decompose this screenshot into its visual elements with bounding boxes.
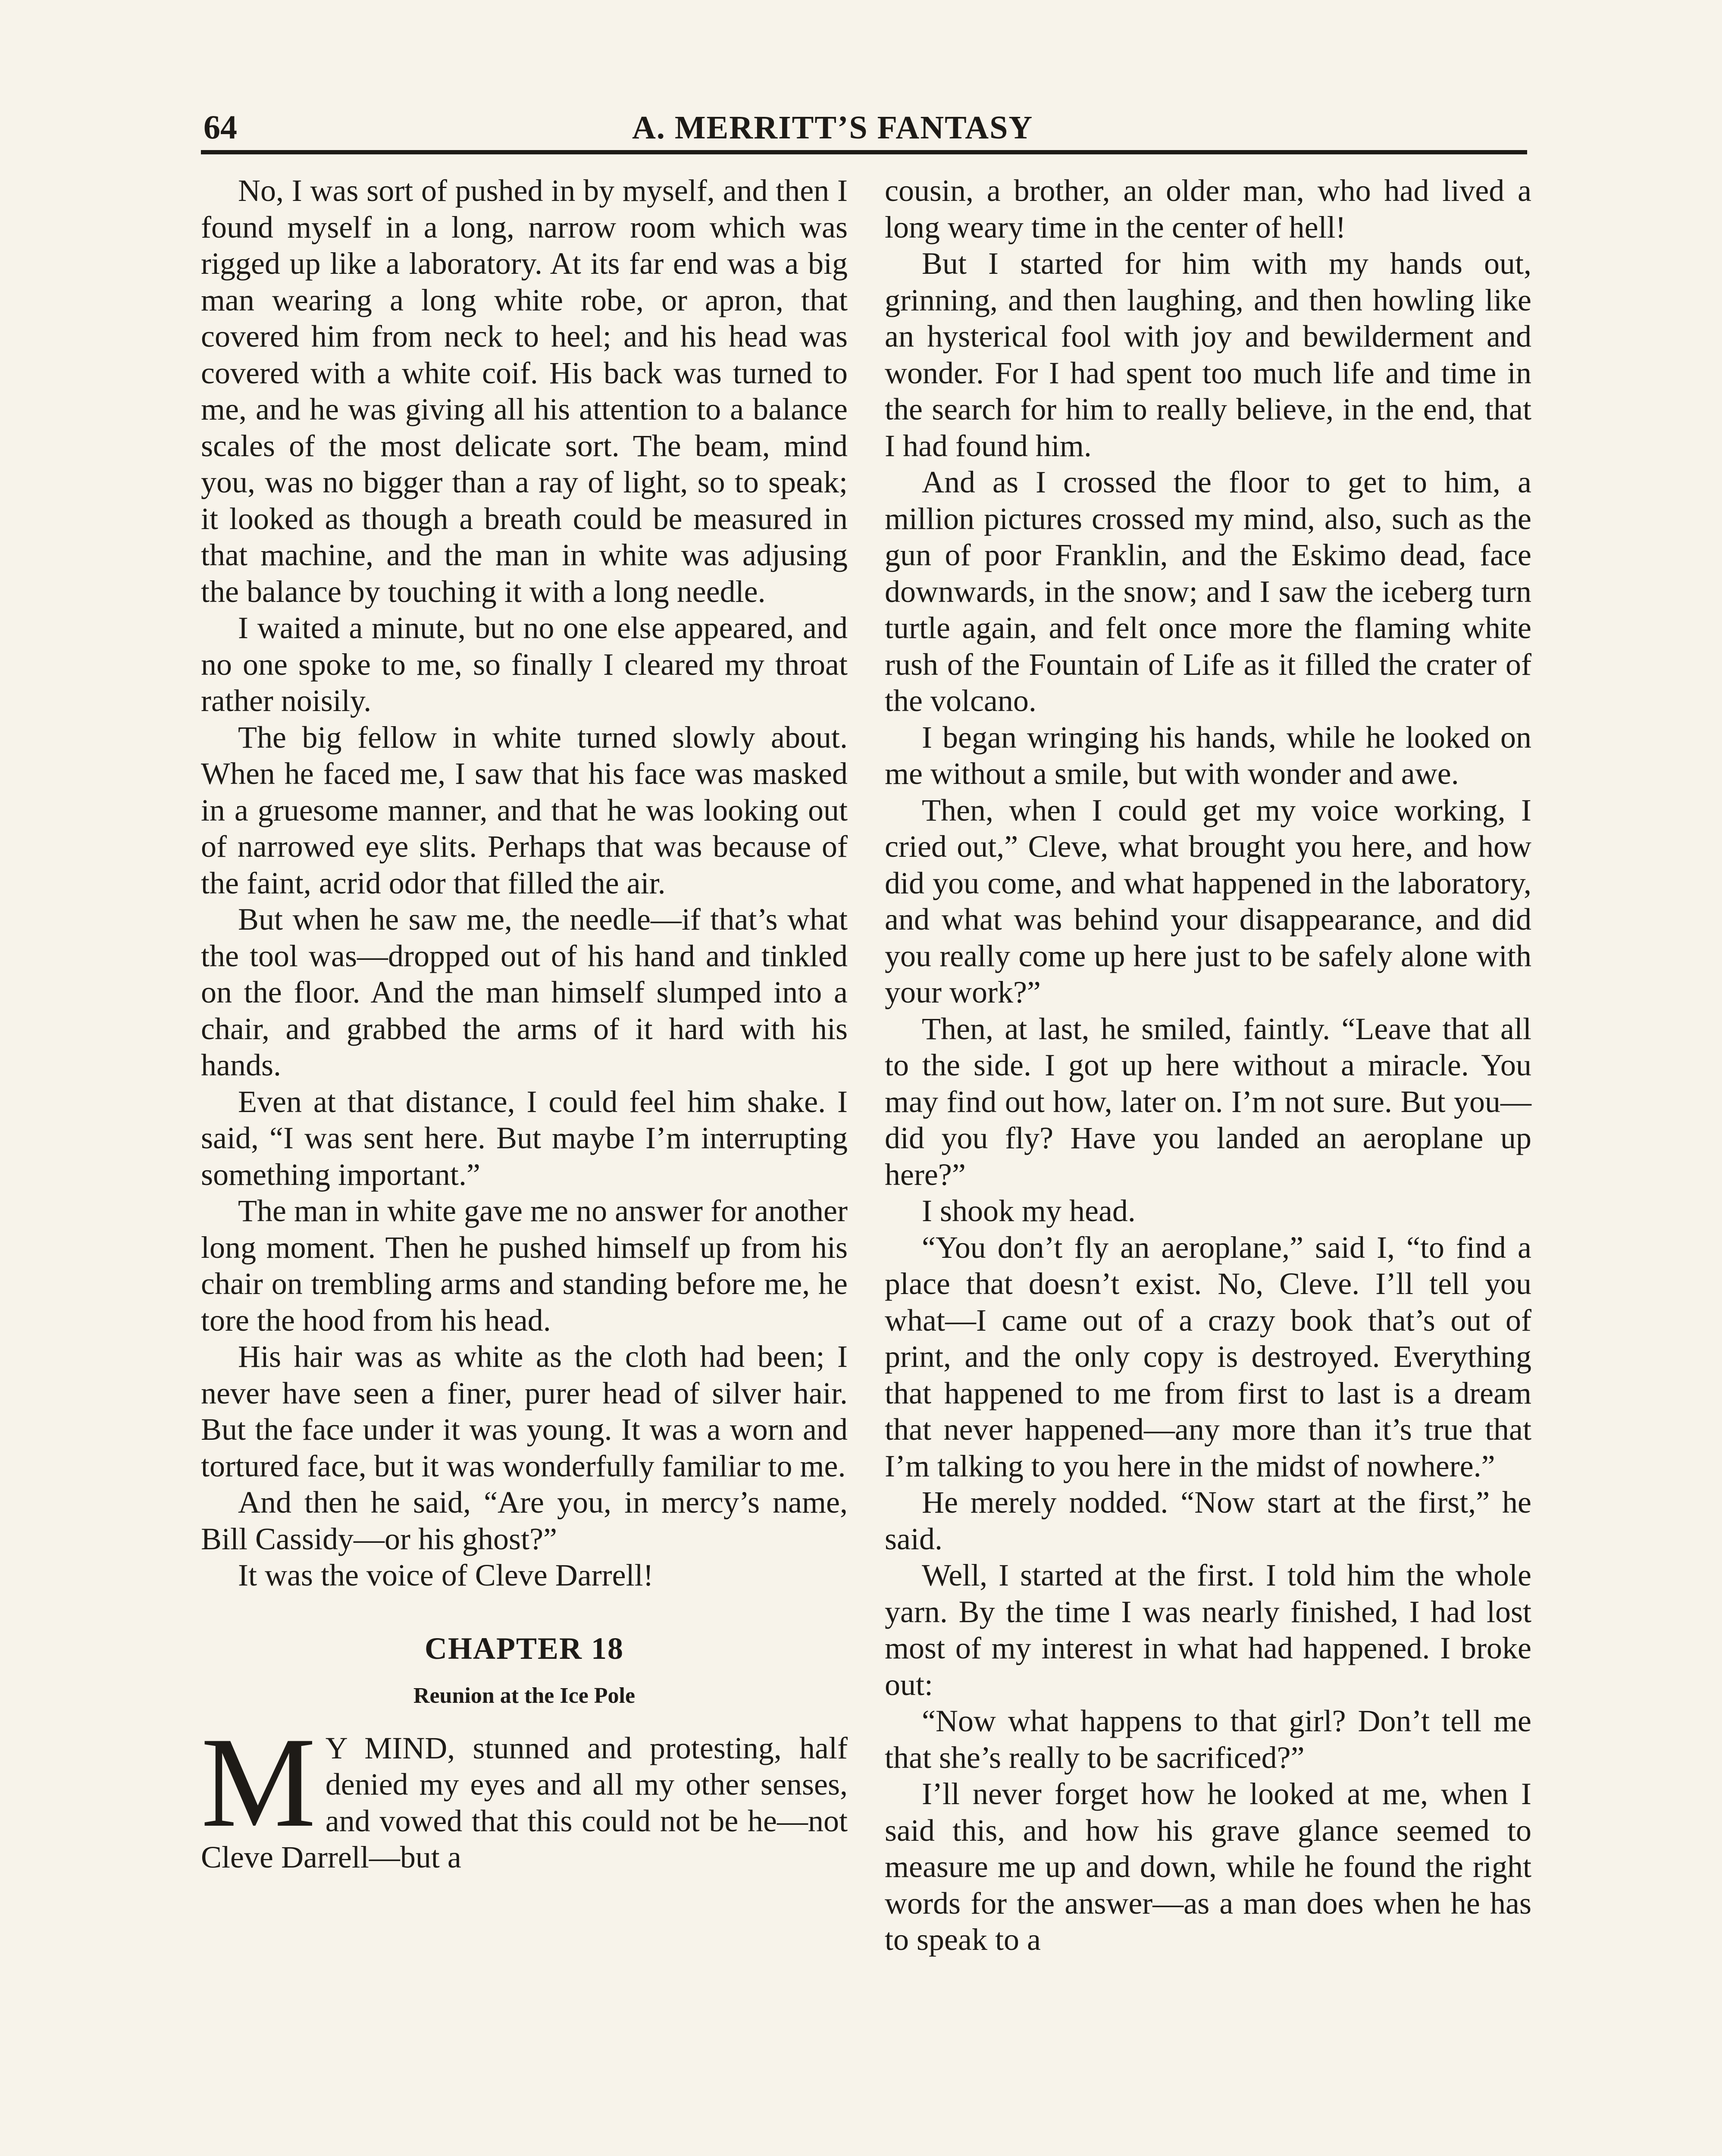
paragraph: But I started for him with my hands out, grinning, and then laughing, and then howling like an hysterical fool with joy and bewilderment and wonder. For I had spent too much life and time in the search for him to really believe, in the end, that I had found him. [885, 246, 1531, 463]
paragraph: And then he said, “Are you, in mercy’s name, Bill Cassidy—or his ghost?” [201, 1485, 848, 1556]
page-header [201, 98, 1527, 154]
paragraph: I’ll never forget how he looked at me, when I said this, and how his grave glance seemed to measure me up and down, while he found the right words for the answer—as a man does when he has to speak to a [885, 1777, 1531, 1957]
running-title: A. MERRITT’S FANTASY [632, 110, 1033, 146]
paragraph: “You don’t fly an aeroplane,” said I, “to find a place that doesn’t exist. No, Cleve. I’ll tell you what—I came out of a crazy book that’s out of print, and the only copy is destroyed. Everything that happened to me from first to last is a dream that never happened—any more than it’s true that I’m talking to you here in the midst of nowhere.” [885, 1230, 1531, 1483]
paragraph: His hair was as white as the cloth had been; I never have seen a finer, purer head of silver hair. But the face under it was young. It was a worn and tortured face, but it was wonderfully familiar to me. [201, 1339, 848, 1483]
paragraph: It was the voice of Cleve Darrell! [238, 1558, 654, 1592]
paragraph: I waited a minute, but no one else appeared, and no one spoke to me, so finally I cleared my throat rather noisily. [201, 611, 848, 718]
left-column [201, 172, 848, 1876]
paragraph: I began wringing his hands, while he looked on me without a smile, but with wonder and awe. [885, 720, 1531, 791]
right-column [885, 172, 1531, 1958]
paragraph: And as I crossed the floor to get to him, a million pictures crossed my mind, also, such as the gun of poor Franklin, and the Eskimo dead, face downwards, in the snow; and I saw the iceberg turn turtle again, and felt once more the flaming white rush of the Fountain of Life as it filled the crater of the volcano. [885, 465, 1531, 718]
continued-paragraph: cousin, a brother, an older man, who had lived a long weary time in the center of hell! [885, 173, 1531, 244]
page-number: 64 [204, 108, 237, 146]
paragraph: He merely nodded. “Now start at the first,” he said. [885, 1485, 1531, 1556]
chapter-opening-paragraph [201, 1710, 848, 1876]
paragraph: I shook my head. [922, 1194, 1136, 1228]
drop-cap: M [201, 1710, 316, 1854]
paragraph: The man in white gave me no answer for another long moment. Then he pushed himself up from his chair on trembling arms and standing before me, he tore the hood from his head. [201, 1194, 848, 1338]
chapter-subtitle: Reunion at the Ice Pole [413, 1683, 636, 1708]
opening-text: Y MIND, stunned and protesting, half denied my eyes and all my other senses, and vowed that this could not be he—not Cleve Darrell—but a [201, 1730, 848, 1874]
paragraph: Even at that distance, I could feel him shake. I said, “I was sent here. But maybe I’m interrupting something important.” [201, 1084, 848, 1192]
paragraph: Well, I started at the first. I told him the whole yarn. By the time I was nearly finished, I had lost most of my interest in what had happened. I broke out: [885, 1558, 1531, 1702]
paragraph: No, I was sort of pushed in by myself, and then I found myself in a long, narrow room which was rigged up like a laboratory. At its far end was a big man wearing a long white robe, or apron, that covered him from neck to heel; and his head was covered with a white coif. His back was turned to me, and he was giving all his attention to a balance scales of the most delicate sort. The beam, mind you, was no bigger than a ray of light, so to speak; it looked as though a breath could be measured in that machine, and the man in white was adjusing the balance by touching it with a long needle. [201, 173, 848, 609]
paragraph: Then, when I could get my voice working, I cried out,” Cleve, what brought you here, and how did you come, and what happened in the laboratory, and what was behind your disappearance, and did you really come up here just to be safely alone with your work?” [885, 793, 1531, 1009]
chapter-title: CHAPTER 18 [424, 1631, 624, 1666]
paragraph: The big fellow in white turned slowly about. When he faced me, I saw that his face was masked in a gruesome manner, and that he was looking out of narrowed eye slits. Perhaps that was because of the faint, acrid odor that filled the air. [201, 720, 848, 900]
paragraph: But when he saw me, the needle—if that’s what the tool was—dropped out of his hand and tinkled on the floor. And the man himself slumped into a chair, and grabbed the arms of it hard with his hands. [201, 902, 848, 1082]
paragraph: Then, at last, he smiled, faintly. “Leave that all to the side. I got up here without a miracle. You may find out how, later on. I’m not sure. But you—did you fly? Have you landed an aeroplane up here?” [885, 1011, 1531, 1192]
paragraph: “Now what happens to that girl? Don’t tell me that she’s really to be sacrificed?” [885, 1704, 1531, 1775]
